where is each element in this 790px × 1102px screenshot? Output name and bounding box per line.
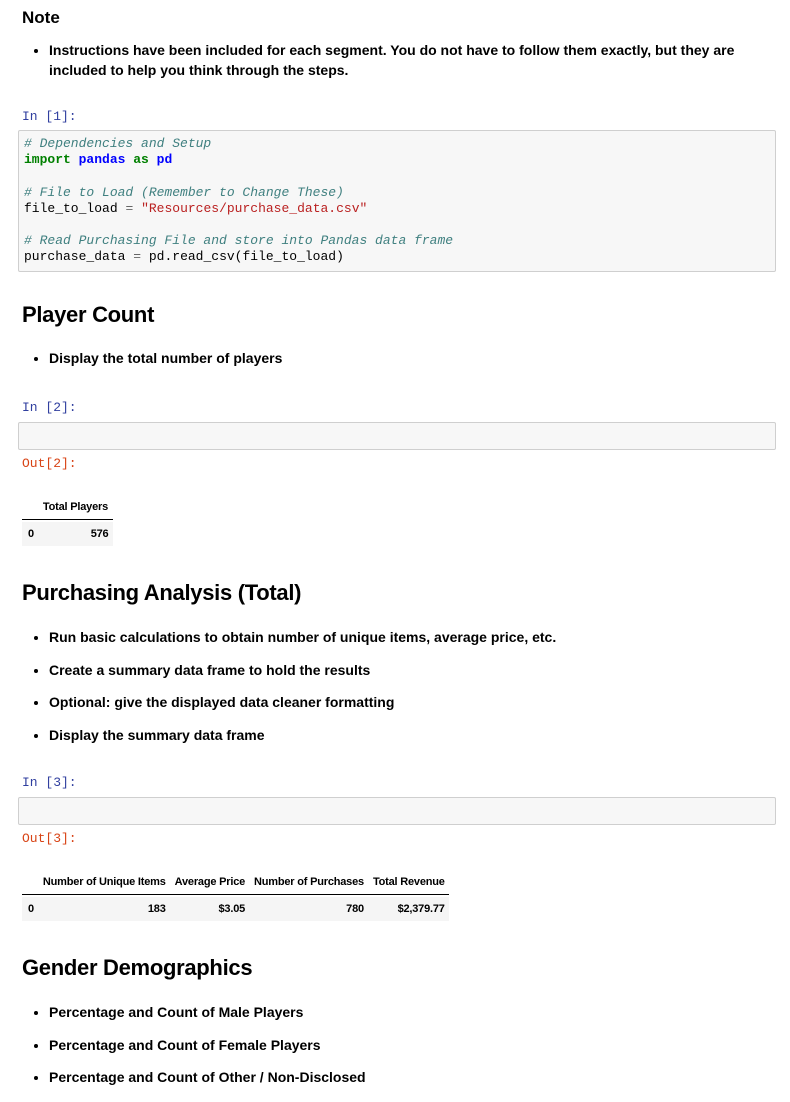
code-variable: file_to_load bbox=[24, 200, 118, 216]
row-index: 0 bbox=[28, 903, 34, 915]
code-cell[interactable] bbox=[18, 130, 776, 272]
section-heading-player-count: Player Count bbox=[22, 302, 155, 327]
code-cell[interactable] bbox=[18, 422, 776, 450]
table-cell: 183 bbox=[147, 903, 166, 915]
player-count-list bbox=[22, 348, 789, 368]
table-row bbox=[22, 897, 449, 921]
code-cell[interactable] bbox=[18, 797, 776, 825]
table-row bbox=[22, 522, 113, 546]
table-header-row bbox=[22, 870, 449, 895]
list-item: • Display the total number of players bbox=[49, 348, 789, 368]
code-string: "Resources/purchase_data.csv" bbox=[141, 200, 368, 216]
column-header: Number of Unique Items bbox=[38, 870, 170, 895]
list-item: • Percentage and Count of Other / Non-Disclosed bbox=[49, 1067, 789, 1087]
list-item: • Percentage and Count of Female Players bbox=[49, 1035, 789, 1055]
code-operator: = bbox=[133, 249, 142, 265]
column-header: Total Revenue bbox=[368, 870, 449, 895]
code-keyword: import bbox=[24, 152, 71, 168]
input-prompt: In [2]: bbox=[22, 400, 77, 415]
code-comment: # Read Purchasing File and store into Pandas data frame bbox=[24, 233, 454, 249]
list-item: • Instructions have been included for each segment. You do not have to follow them exactly, but they are included to help you think through the steps. bbox=[49, 40, 789, 80]
list-item: • Run basic calculations to obtain number of unique items, average price, etc. bbox=[49, 627, 789, 647]
table-cell: 576 bbox=[90, 528, 109, 540]
list-item: • Create a summary data frame to hold the results bbox=[49, 660, 789, 680]
index-header bbox=[22, 870, 38, 895]
code-comment: # Dependencies and Setup bbox=[24, 136, 212, 151]
index-header bbox=[22, 495, 38, 520]
row-index: 0 bbox=[28, 528, 34, 540]
gender-list bbox=[22, 1002, 789, 1087]
purchasing-summary-table bbox=[22, 870, 449, 921]
code-variable: purchase_data bbox=[24, 249, 126, 265]
column-header: Total Players bbox=[38, 495, 113, 520]
player-count-table bbox=[22, 495, 113, 546]
output-prompt: Out[3]: bbox=[22, 831, 77, 846]
output-prompt: Out[2]: bbox=[22, 456, 77, 471]
purchasing-list bbox=[22, 627, 789, 745]
code-keyword: as bbox=[133, 152, 149, 168]
section-heading-gender-demographics: Gender Demographics bbox=[22, 955, 253, 980]
note-list bbox=[22, 40, 789, 80]
column-header: Number of Purchases bbox=[250, 870, 369, 895]
table-cell: $3.05 bbox=[218, 903, 246, 915]
input-prompt: In [1]: bbox=[22, 109, 77, 124]
table-header-row bbox=[22, 495, 113, 520]
list-item: • Optional: give the displayed data cleaner formatting bbox=[49, 692, 789, 712]
list-item: • Percentage and Count of Male Players bbox=[49, 1002, 789, 1022]
code-editor[interactable] bbox=[19, 131, 775, 266]
code-alias: pd bbox=[156, 152, 173, 168]
code-call: pd.read_csv(file_to_load) bbox=[148, 249, 344, 265]
table-cell: 780 bbox=[346, 903, 364, 915]
code-comment: # File to Load (Remember to Change These) bbox=[24, 184, 344, 200]
code-module: pandas bbox=[78, 152, 126, 168]
table-cell: $2,379.77 bbox=[397, 903, 445, 915]
section-heading-purchasing-analysis: Purchasing Analysis (Total) bbox=[22, 580, 302, 605]
input-prompt: In [3]: bbox=[22, 775, 77, 790]
list-item: • Display the summary data frame bbox=[49, 725, 789, 745]
column-header: Average Price bbox=[170, 870, 249, 895]
code-operator: = bbox=[125, 200, 134, 216]
note-heading: Note bbox=[22, 8, 60, 27]
